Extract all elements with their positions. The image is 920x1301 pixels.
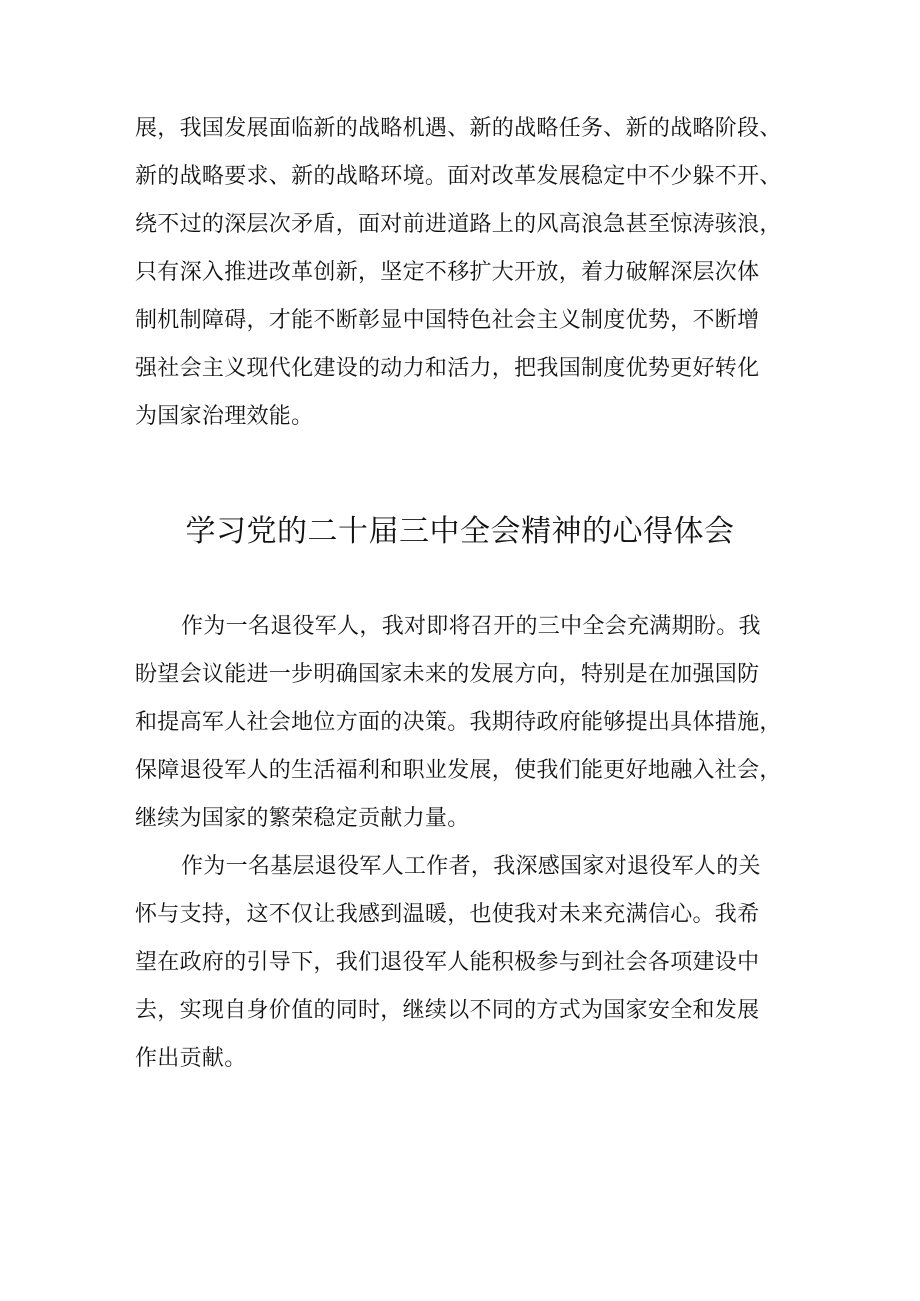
paragraph-1-line-4: 保障退役军人的生活福利和职业发展，使我们能更好地融入社会， [135, 758, 782, 783]
paragraph-2-line-3: 望在政府的引导下，我们退役军人能积极参与到社会各项建设中 [135, 950, 760, 975]
intro-line-6: 强社会主义现代化建设的动力和活力，把我国制度优势更好转化 [135, 356, 760, 381]
paragraph-2-line-4: 去，实现自身价值的同时，继续以不同的方式为国家安全和发展 [135, 998, 760, 1023]
intro-line-2: 新的战略要求、新的战略环境。面对改革发展稳定中不少躲不开、 [135, 164, 782, 189]
intro-line-1: 展，我国发展面临新的战略机遇、新的战略任务、新的战略阶段、 [135, 116, 782, 141]
paragraph-2-line-2: 怀与支持，这不仅让我感到温暖，也使我对未来充满信心。我希 [135, 902, 760, 927]
intro-line-3: 绕不过的深层次矛盾，面对前进道路上的风高浪急甚至惊涛骇浪， [135, 212, 782, 237]
paragraph-1-line-1: 作为一名退役军人，我对即将召开的三中全会充满期盼。我 [181, 614, 761, 639]
paragraph-1-line-2: 盼望会议能进一步明确国家未来的发展方向，特别是在加强国防 [135, 662, 760, 687]
page-title: 学习党的二十届三中全会精神的心得体会 [185, 514, 735, 549]
paragraph-1-line-3: 和提高军人社会地位方面的决策。我期待政府能够提出具体措施， [135, 710, 782, 735]
intro-line-4: 只有深入推进改革创新，坚定不移扩大开放，着力破解深层次体 [135, 260, 760, 285]
paragraph-2-line-1: 作为一名基层退役军人工作者，我深感国家对退役军人的关 [181, 854, 761, 879]
paragraph-1-line-5: 继续为国家的繁荣稳定贡献力量。 [135, 806, 470, 831]
intro-line-5: 制机制障碍，才能不断彰显中国特色社会主义制度优势，不断增 [135, 308, 760, 333]
intro-line-7: 为国家治理效能。 [135, 404, 314, 429]
paragraph-2-line-5: 作出贡献。 [135, 1046, 247, 1071]
